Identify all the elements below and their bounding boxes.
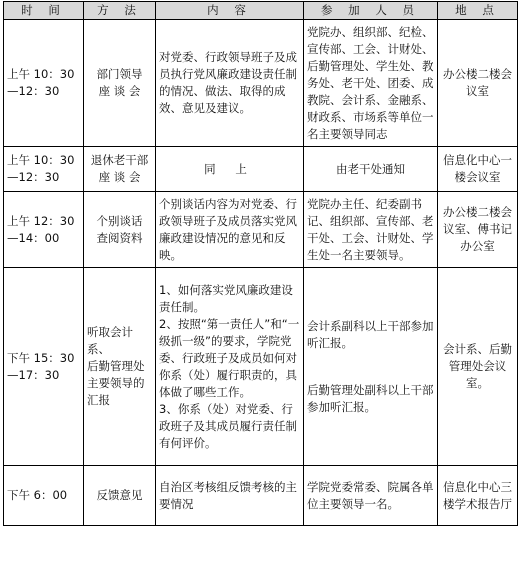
header-method: 方 法 [84,2,156,20]
participants-cell: 党院办主任、纪委副书记、组织部、宣传部、老干处、工会、计财处、学生处一名主要领导。 [304,192,438,268]
participants-cell: 由老干处通知 [304,147,438,192]
method-line: 后勤管理处 [87,359,145,373]
content-cell: 同 上 [156,147,304,192]
method-line: 座 谈 会 [98,170,141,184]
header-participants: 参 加 人 员 [304,2,438,20]
method-cell [84,268,156,466]
location-cell: 办公楼二楼会议室 [438,20,518,147]
location-cell: 信息化中心三楼学术报告厅 [438,466,518,526]
participants-item: 会计系副科以上干部参加听汇报。 [307,318,434,350]
time-cell [4,147,84,192]
content-cell: 对党委、行政领导班子及成员执行党风廉政建设责任制的情况、做法、取得的成效、意见及建议。 [156,20,304,147]
table-row [4,147,518,192]
participants-cell: 学院党委常委、院属各单位主要领导一名。 [304,466,438,526]
header-content: 内 容 [156,2,304,20]
time-cell [4,268,84,466]
participants-item: 后勤管理处副科以上干部参加听汇报。 [307,382,434,414]
table-row [4,192,518,268]
content-item: 3、你系（处）对党委、行政班子及其成员履行责任制有何评价。 [159,401,297,450]
method-line: 主要领导的 [87,376,145,390]
time-start: 下午 6：00 [7,488,68,502]
time-end: —14：00 [7,230,60,245]
method-line: 听取会计系、 [87,325,133,356]
method-line: 退休老干部 [90,153,149,167]
participants-cell [304,268,438,466]
method-cell [84,192,156,268]
header-location: 地 点 [438,2,518,20]
location-cell: 办公楼二楼会议室、傅书记办公室 [438,192,518,268]
content-cell: 个别谈话内容为对党委、行政领导班子及成员落实党风廉政建设情况的意见和反映。 [156,192,304,268]
time-start: 上午 12：30 [7,213,75,228]
header-row [4,2,518,20]
time-cell [4,192,84,268]
method-line: 反馈意见 [96,488,143,502]
time-cell [4,20,84,147]
table-row [4,268,518,466]
participants-cell: 党院办、组织部、纪检、宣传部、工会、计财处、后勤管理处、学生处、教务处、老干处、团委、成教院、会计系、金融系、财政系、市场系等单位一名主要领导同志 [304,20,438,147]
content-item: 1、如何落实党风廉政建设责任制。 [159,282,293,314]
content-cell [156,268,304,466]
table-row [4,466,518,526]
method-cell [84,20,156,147]
method-line: 汇报 [87,393,110,407]
method-line: 查阅资料 [96,230,143,245]
time-cell [4,466,84,526]
schedule-table [3,1,518,526]
time-end: —12：30 [7,84,60,98]
time-end: —17：30 [7,367,60,382]
method-cell [84,147,156,192]
header-time: 时 间 [4,2,84,20]
time-start: 下午 15：30 [7,350,75,365]
location-cell: 会计系、后勤管理处会议室。 [438,268,518,466]
location-cell: 信息化中心一楼会议室 [438,147,518,192]
time-start: 上午 10：30 [7,153,75,167]
method-line: 部门领导 [96,67,143,81]
method-line: 座 谈 会 [98,84,141,98]
table-row [4,20,518,147]
method-cell [84,466,156,526]
content-item: 2、按照“第一责任人”和“一级抓一级”的要求，学院党委、行政班子及成员如何对你系（处）履行职责的，具体做了哪些工作。 [159,316,300,399]
time-end: —12：30 [7,170,60,184]
method-line: 个别谈话 [96,213,143,228]
content-cell: 自治区考核组反馈考核的主要情况 [156,466,304,526]
time-start: 上午 10：30 [7,67,75,81]
